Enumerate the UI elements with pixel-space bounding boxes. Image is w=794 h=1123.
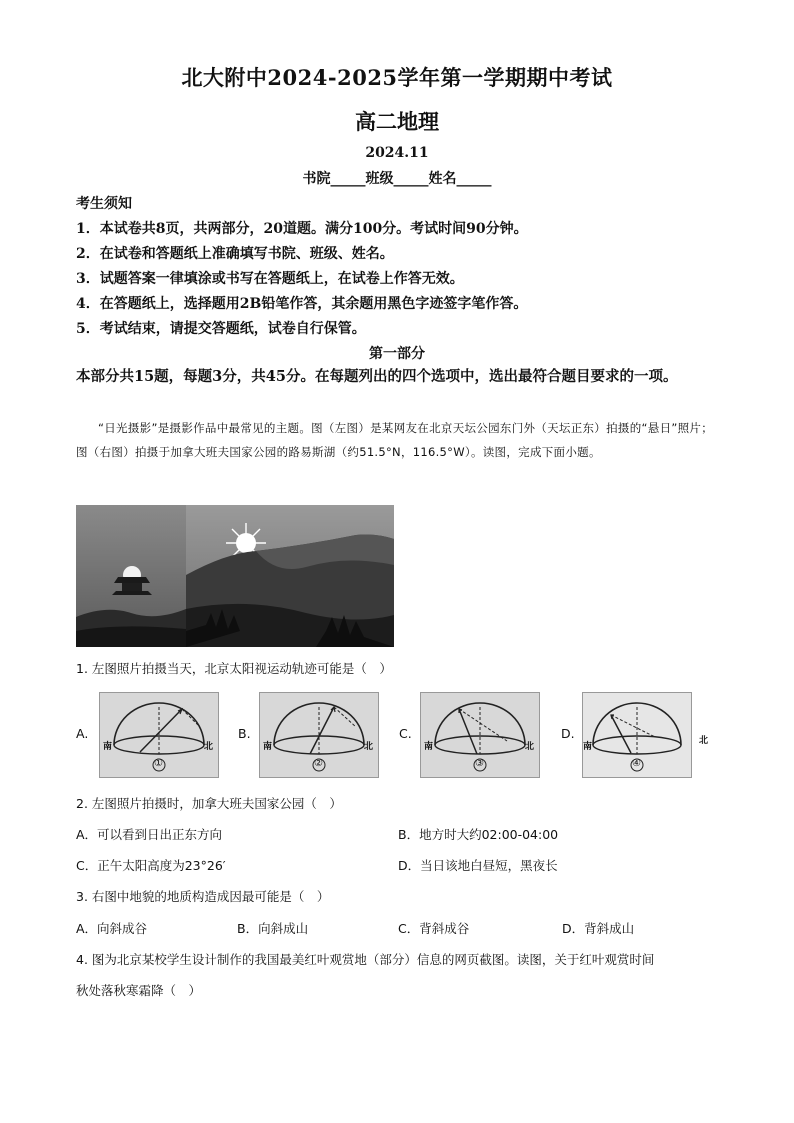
q1-option-d-letter: D. (561, 726, 575, 741)
south-label: 南 (263, 742, 273, 752)
reading-passage: “日光摄影”是摄影作品中最常见的主题。图（左图）是某网友在北京天坛公园东门外（天坛正东）拍摄的“悬日”照片；图（右图）拍摄于加拿大班夫国家公园的路易斯湖（约51.5°N，116.5°W）。读图，完成下面小题。 (76, 421, 714, 459)
q2-option-b[interactable]: B．地方时大约02:00-04:00 (398, 827, 559, 842)
notice-item: 1．本试卷共8页，共两部分，20道题。满分100分。考试时间90分钟。 (76, 221, 528, 237)
q1-option-c-letter: C. (399, 726, 412, 741)
diagram-number: ④ (632, 758, 641, 769)
part-heading: 第一部分 (369, 346, 425, 362)
q1-option-c-diagram (420, 692, 540, 778)
q3-option-a[interactable]: A．向斜成谷 (76, 921, 148, 936)
q2-option-a[interactable]: A．可以看到日出正东方向 (76, 827, 223, 842)
q1-option-a-diagram (99, 692, 219, 778)
north-label: 北 (525, 742, 535, 752)
north-label: 北 (204, 742, 214, 752)
q2-option-d[interactable]: D．当日该地白昼短，黑夜长 (398, 858, 558, 873)
q2-option-c[interactable]: C．正午太阳高度为23°26′ (76, 858, 226, 873)
south-label: 南 (583, 742, 593, 752)
diagram-number: ① (154, 758, 163, 769)
question-4-stem-continued: 秋处落秋寒霜降（ ） (76, 983, 202, 998)
question-1-stem: 1. 左图照片拍摄当天，北京太阳视运动轨迹可能是（ ） (76, 661, 392, 676)
north-label: 北 (699, 736, 709, 746)
exam-title: 北大附中2024-2025学年第一学期期中考试 (181, 65, 613, 90)
notice-item: 2．在试卷和答题纸上准确填写书院、班级、姓名。 (76, 246, 394, 262)
diagram-number: ③ (475, 758, 484, 769)
exam-subject: 高二地理 (355, 109, 439, 134)
notice-item: 5．考试结束，请提交答题纸，试卷自行保管。 (76, 321, 366, 337)
q3-option-c[interactable]: C．背斜成谷 (398, 921, 470, 936)
student-info-line: 书院_____班级_____姓名_____ (302, 171, 492, 187)
question-3-stem: 3. 右图中地貌的地质构造成因最可能是（ ） (76, 889, 330, 904)
q3-option-b[interactable]: B．向斜成山 (237, 921, 309, 936)
south-label: 南 (103, 742, 113, 752)
question-2-stem: 2. 左图照片拍摄时，加拿大班夫国家公园（ ） (76, 796, 342, 811)
part-description: 本部分共15题，每题3分，共45分。在每题列出的四个选项中，选出最符合题目要求的一项。 (76, 368, 678, 385)
sun-photo-pair (76, 505, 394, 647)
q1-option-d-diagram (582, 692, 692, 778)
sun-photo-graphic (76, 505, 394, 647)
q3-option-d[interactable]: D．背斜成山 (562, 921, 635, 936)
q1-option-b-letter: B. (238, 726, 251, 741)
notice-item: 3．试题答案一律填涂或书写在答题纸上，在试卷上作答无效。 (76, 271, 464, 287)
q1-option-a-letter: A. (76, 726, 89, 741)
diagram-number: ② (314, 758, 323, 769)
exam-date: 2024.11 (365, 145, 429, 161)
south-label: 南 (424, 742, 434, 752)
notice-item: 4．在答题纸上，选择题用2B铅笔作答，其余题用黑色字迹签字笔作答。 (76, 296, 528, 312)
q1-option-b-diagram (259, 692, 379, 778)
north-label: 北 (364, 742, 374, 752)
notice-heading: 考生须知 (76, 196, 132, 212)
question-4-stem: 4. 图为北京某校学生设计制作的我国最美红叶观赏地（部分）信息的网页截图。读图，关于红叶观赏时间 (76, 952, 655, 967)
